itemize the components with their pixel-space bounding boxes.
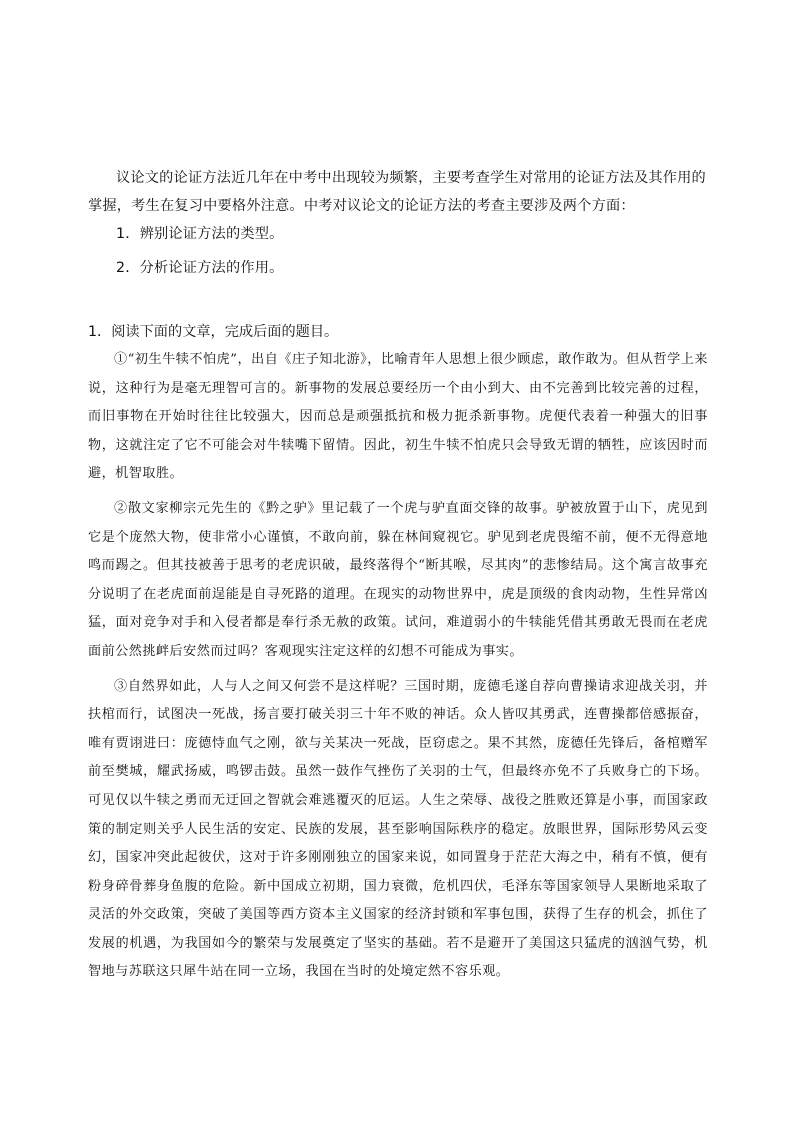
article-paragraph-1: ①“初生牛犊不怕虎”，出自《庄子知北游》，比喻青年人思想上很少顾虑，敢作敢为。但从哲学上来说，这种行为是毫无理智可言的。新事物的发展总要经历一个由小到大、由不完善到比较完善的过程，而旧事物在开始时往往比较强大，因而总是顽强抵抗和极力扼杀新事物。虎便代表着一种强大的旧事物，这就注定了它不可能会对牛犊嘴下留情。因此，初生牛犊不怕虎只会导致无谓的牺牲，应该因时而避，机智取胜。 [88,352,708,482]
intro-section [88,164,708,282]
intro-paragraph: 议论文的论证方法近几年在中考中出现较为频繁，主要考查学生对常用的论证方法及其作用的掌握，考生在复习中要格外注意。中考对议论文的论证方法的考查主要涉及两个方面： [88,170,706,214]
article-paragraph-3: ③自然界如此，人与人之间又何尝不是这样呢？三国时期，庞德毛遂自荐向曹操请求迎战关羽，并扶棺而行，试图决一死战，扬言要打破关羽三十年不败的神话。众人皆叹其勇武，连曹操都倍感振奋，唯有贾诩进曰：庞德恃血气之刚，欲与关某决一死战，臣窃虑之。果不其然，庞德任先锋后，备棺赠军前至樊城，耀武扬威，鸣锣击鼓。虽然一鼓作气挫伤了关羽的士气，但最终亦免不了兵败身亡的下场。可见仅以牛犊之勇而无迂回之智就会难逃覆灭的厄运。人生之荣辱、战役之胜败还算是小事，而国家政策的制定则关乎人民生活的安定、民族的发展，甚至影响国际秩序的稳定。放眼世界，国际形势风云变幻，国家冲突此起彼伏，这对于许多刚刚独立的国家来说，如同置身于茫茫大海之中，稍有不慎，便有粉身碎骨葬身鱼腹的危险。新中国成立初期，国力衰微，危机四伏，毛泽东等国家领导人果断地采取了灵活的外交政策，突破了美国等西方资本主义国家的经济封锁和军事包围，获得了生存的机会，抓住了发展的机遇，为我国如今的繁荣与发展奠定了坚实的基础。若不是避开了美国这只猛虎的汹汹气势，机智地与苏联这只犀牛站在同一立场，我国在当时的处境定然不容乐观。 [88,678,708,980]
question-prompt: 1．阅读下面的文章，完成后面的题目。 [88,324,339,340]
article-paragraph-2: ②散文家柳宗元先生的《黔之驴》里记载了一个虎与驴直面交锋的故事。驴被放置于山下，虎见到它是个庞然大物，使非常小心谨慎，不敢向前，躲在林间窥视它。驴见到老虎畏缩不前，便不无得意地鸣而踢之。但其技被善于思考的老虎识破，最终落得个“断其喉，尽其肉”的悲惨结局。这个寓言故事充分说明了在老虎面前逞能是自寻死路的道理。在现实的动物世界中，虎是顶级的食肉动物，生性异常凶猛，面对竞争对手和入侵者都是奉行杀无赦的政策。试问，难道弱小的牛犊能凭借其勇敢无畏而在老虎面前公然挑衅后安然而过吗？客观现实注定这样的幻想不可能成为事实。 [88,500,708,659]
intro-list-item-2: 2．分析论证方法的作用。 [116,260,284,276]
article-body [88,346,708,993]
intro-list-item-1: 1．辨别论证方法的类型。 [116,226,284,242]
